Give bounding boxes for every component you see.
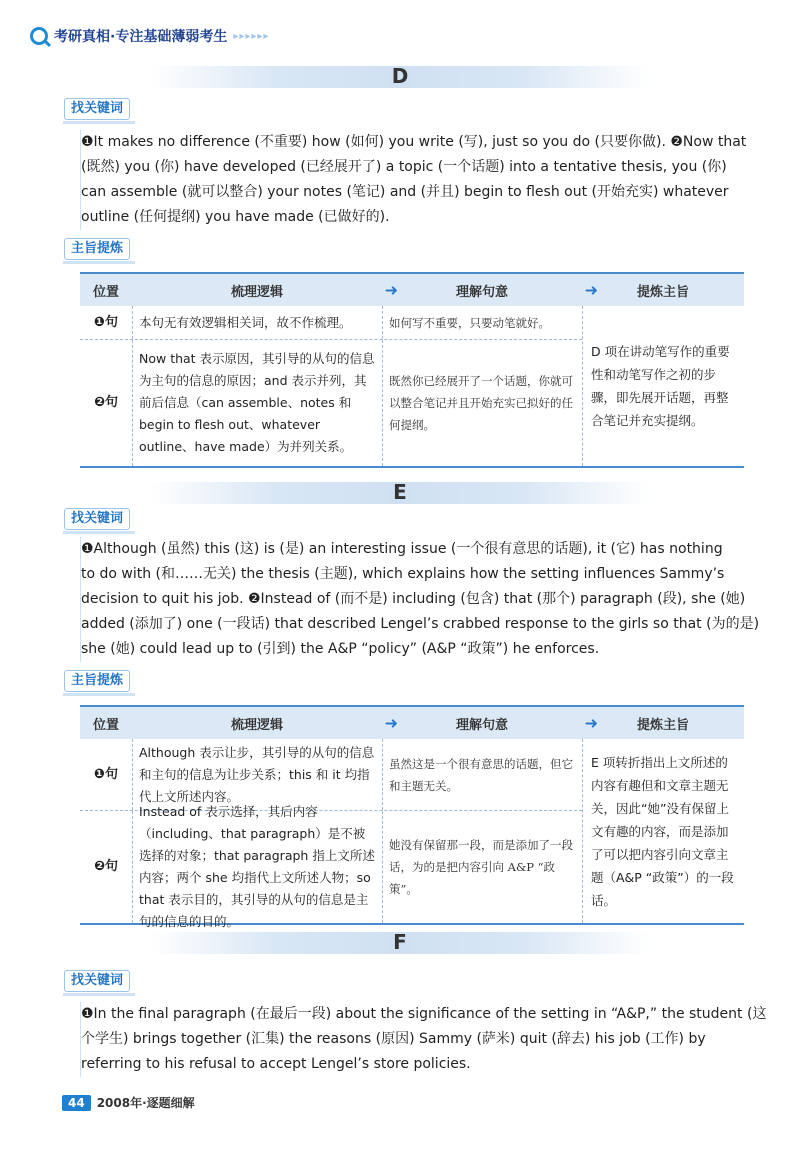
section-e-summary-tag: 主旨提炼 (64, 670, 130, 692)
section-e-keyword-tag: 找关键词 (64, 508, 130, 530)
row-meaning: 虽然这是一个很有意思的话题，但它和主题无关。 (382, 739, 582, 810)
paragraph-line: referring to his refusal to accept Lengel’s store policies. (81, 1056, 471, 1072)
row-logic: Although 表示让步，其引导的从句的信息和主句的信息为让步关系；this 和 it 均指代上文所述内容。 (132, 739, 382, 810)
section-d-paragraph (80, 130, 748, 230)
section-d-letter: D (391, 64, 409, 88)
paragraph-line: to do with (和……无关) the thesis (主题), which explains how the setting influences Sammy’s (81, 566, 725, 582)
paragraph-line: (既然) you (你) have developed (已经展开了) a topic (一个话题) into a tentative thesis, you (你) (81, 159, 727, 175)
main-idea-cell: E 项转折指出上文所述的内容有趣但和文章主题无关，因此“她”没有保留上文有趣的内容，而是添加了可以把内容引向文章主题（A&P “政策”）的一段话。 (582, 739, 744, 923)
row-position: ❶句 (93, 766, 118, 782)
header-title: 考研真相·专注基础薄弱考生 (54, 29, 228, 45)
section-f-keyword-tag: 找关键词 (64, 970, 130, 992)
th-position: 位置 (92, 717, 119, 733)
table-body (80, 306, 744, 466)
paragraph-line: outline (任何提纲) you have made (已做好的). (81, 209, 390, 225)
footer-title: 2008年·逐题细解 (96, 1096, 195, 1110)
paragraph-line: ❶It makes no difference (不重要) how (如何) you write (写), just so you do (只要你做). ❷Now that (81, 134, 747, 150)
th-logic (132, 713, 398, 733)
section-e-letter: E (393, 480, 407, 504)
arrow-right-icon: ➜ (384, 280, 398, 300)
table-row (80, 306, 582, 340)
table-row (80, 340, 582, 466)
section-e-table (80, 705, 744, 929)
th-main-idea: 提炼主旨 (636, 717, 689, 733)
paragraph-line: decision to quit his job. ❷Instead of (而不是) including (包含) that (那个) paragraph (段), she (她) (81, 591, 746, 607)
table-header (80, 272, 744, 306)
row-position: ❶句 (93, 314, 118, 330)
arrow-right-icon: ➜ (584, 280, 598, 300)
section-d-band (150, 66, 650, 88)
row-meaning: 既然你已经展开了一个话题，你就可以整合笔记并且开始充实已拟好的任何提纲。 (382, 340, 582, 466)
page-number: 44 (62, 1095, 91, 1111)
section-f-letter: F (393, 930, 407, 954)
row-position: ❷句 (93, 859, 118, 874)
section-f-paragraph (80, 1002, 767, 1077)
arrow-right-icon: ➜ (584, 713, 598, 733)
search-icon (30, 27, 48, 45)
main-idea-cell: D 项在讲动笔写作的重要性和动笔写作之初的步骤，即先展开话题，再整合笔记并充实提纲。 (582, 306, 744, 466)
section-d-table (80, 272, 744, 468)
row-logic: 本句无有效逻辑相关词，故不作梳理。 (132, 306, 382, 339)
th-meaning (382, 280, 598, 300)
row-meaning: 如何写不重要，只要动笔就好。 (382, 306, 582, 339)
row-logic: Now that 表示原因，其引导的从句的信息为主句的信息的原因；and 表示并列，其前后信息（can assemble、notes 和 begin to flesh out、whatever outline、have made）为并列关系。 (132, 340, 382, 466)
th-meaning-label: 理解句意 (455, 284, 508, 300)
th-meaning (382, 713, 598, 733)
table-row (80, 804, 582, 929)
paragraph-line: ❶Although (虽然) this (这) is (是) an interesting issue (一个很有意思的话题), it (它) has nothing (81, 541, 723, 557)
th-position: 位置 (92, 284, 119, 300)
th-logic-label: 梳理逻辑 (230, 717, 283, 733)
paragraph-line: 个学生) brings together (汇集) the reasons (原因) Sammy (萨米) quit (辞去) his job (工作) by (81, 1031, 706, 1047)
th-meaning-label: 理解句意 (455, 717, 508, 733)
arrow-right-icon: ➜ (384, 713, 398, 733)
page-footer (62, 1094, 195, 1111)
row-position: ❷句 (93, 395, 118, 410)
th-logic-label: 梳理逻辑 (230, 284, 283, 300)
paragraph-line: she (她) could lead up to (引到) the A&P “policy” (A&P “政策”) he enforces. (81, 641, 600, 657)
th-main-idea: 提炼主旨 (636, 284, 689, 300)
section-d-keyword-tag: 找关键词 (64, 98, 130, 120)
section-d-summary-tag: 主旨提炼 (64, 238, 130, 260)
table-header (80, 705, 744, 739)
page-header (30, 26, 269, 46)
section-e-band (150, 482, 650, 504)
row-meaning: 她没有保留那一段，而是添加了一段话，为的是把内容引向 A&P “政策”。 (382, 811, 582, 923)
paragraph-line: can assemble (就可以整合) your notes (笔记) and (并且) begin to flesh out (开始充实) whatever (81, 184, 729, 200)
row-logic: Instead of 表示选择，其后内容（including、that paragraph）是不被选择的对象；that paragraph 指上文所述内容；两个 she 均指代上文所述人物；so that 表示目的，其引导的从句的信息是主句的信息的目的。 (132, 811, 382, 923)
section-f-band (150, 932, 650, 954)
paragraph-line: ❶In the final paragraph (在最后一段) about the significance of the setting in “A&P,” the student (这 (81, 1006, 767, 1022)
paragraph-line: added (添加了) one (一段话) that described Lengel’s crabbed response to the girls so that (为的是) (81, 616, 760, 632)
section-e-paragraph (80, 537, 760, 662)
header-arrows: ▸▸▸▸▸▸ (233, 30, 270, 42)
table-body (80, 739, 744, 929)
th-logic (132, 280, 398, 300)
